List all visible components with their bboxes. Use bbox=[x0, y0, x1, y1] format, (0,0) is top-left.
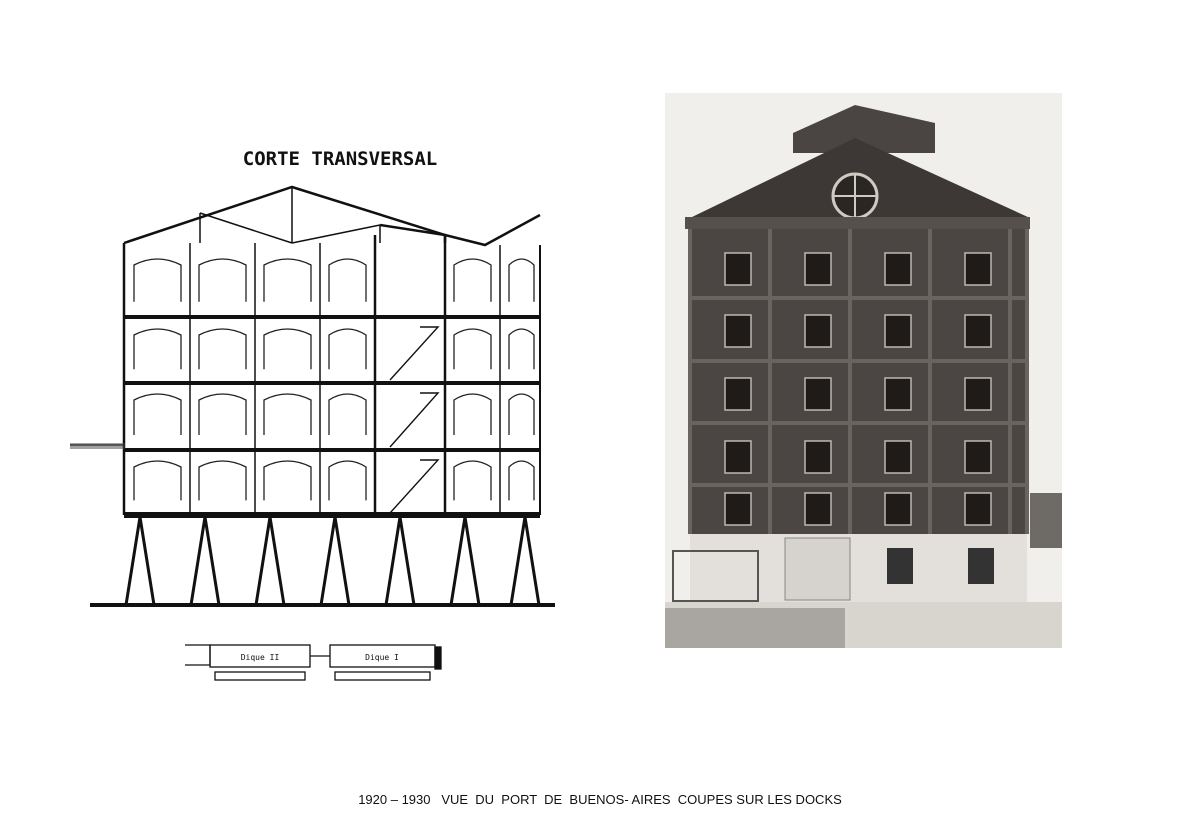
arch-opening bbox=[134, 329, 181, 369]
arch-opening bbox=[329, 461, 366, 500]
arch-opening bbox=[454, 259, 491, 302]
window bbox=[885, 441, 911, 473]
window bbox=[725, 315, 751, 347]
arch-opening bbox=[509, 461, 534, 500]
pile bbox=[270, 517, 284, 605]
pile bbox=[126, 517, 140, 605]
ground-window-2 bbox=[968, 548, 994, 584]
ground-line bbox=[70, 445, 124, 515]
arched-openings bbox=[134, 259, 534, 500]
arch-opening bbox=[329, 394, 366, 435]
window bbox=[885, 378, 911, 410]
cornice bbox=[685, 217, 1030, 229]
pile bbox=[386, 517, 400, 605]
foundation-piles bbox=[126, 517, 539, 605]
pile bbox=[321, 517, 335, 605]
arch-opening bbox=[509, 329, 534, 369]
pile bbox=[511, 517, 525, 605]
warehouse-photo-svg bbox=[665, 93, 1062, 648]
adjacent-building bbox=[1030, 493, 1062, 548]
window bbox=[805, 441, 831, 473]
ground-window-1 bbox=[887, 548, 913, 584]
pile bbox=[335, 517, 349, 605]
arch-opening bbox=[509, 394, 534, 435]
window bbox=[885, 253, 911, 285]
staircase bbox=[390, 327, 438, 513]
window bbox=[725, 493, 751, 525]
arch-opening bbox=[329, 329, 366, 369]
cross-section-drawing bbox=[60, 135, 580, 695]
arch-opening bbox=[329, 259, 366, 302]
ground-door bbox=[785, 538, 850, 600]
window bbox=[805, 378, 831, 410]
drawing-title: CORTE TRANSVERSAL bbox=[242, 148, 438, 170]
window bbox=[885, 493, 911, 525]
plan-label-dique-1: Dique I bbox=[365, 653, 399, 662]
window bbox=[725, 253, 751, 285]
window bbox=[965, 378, 991, 410]
page-caption: 1920 – 1930 VUE DU PORT DE BUENOS- AIRES COUPES SUR LES DOCKS bbox=[358, 792, 842, 807]
cross-section-svg bbox=[60, 135, 580, 695]
window bbox=[965, 253, 991, 285]
window bbox=[805, 315, 831, 347]
arch-opening bbox=[264, 259, 311, 302]
pile bbox=[140, 517, 154, 605]
plan-label-dique-2: Dique II bbox=[240, 653, 280, 662]
warehouse-photo bbox=[665, 93, 1062, 648]
floor-slabs bbox=[124, 317, 540, 515]
pile bbox=[465, 517, 479, 605]
pile bbox=[525, 517, 539, 605]
pile bbox=[400, 517, 414, 605]
arch-opening bbox=[264, 461, 311, 500]
arch-opening bbox=[264, 394, 311, 435]
arch-opening bbox=[199, 259, 246, 302]
arch-opening bbox=[199, 394, 246, 435]
window bbox=[965, 441, 991, 473]
window bbox=[725, 441, 751, 473]
pile bbox=[256, 517, 270, 605]
arch-opening bbox=[509, 259, 534, 302]
pile bbox=[191, 517, 205, 605]
site-plan bbox=[185, 645, 441, 680]
window bbox=[965, 315, 991, 347]
pile bbox=[451, 517, 465, 605]
window bbox=[725, 378, 751, 410]
arch-opening bbox=[454, 394, 491, 435]
pile bbox=[205, 517, 219, 605]
window bbox=[805, 493, 831, 525]
arch-opening bbox=[454, 329, 491, 369]
window bbox=[965, 493, 991, 525]
window bbox=[805, 253, 831, 285]
ground-hatch bbox=[70, 443, 125, 449]
arch-opening bbox=[134, 394, 181, 435]
window bbox=[885, 315, 911, 347]
arch-opening bbox=[199, 461, 246, 500]
arch-opening bbox=[134, 259, 181, 302]
arch-opening bbox=[199, 329, 246, 369]
arch-opening bbox=[134, 461, 181, 500]
arch-opening bbox=[264, 329, 311, 369]
arch-opening bbox=[454, 461, 491, 500]
